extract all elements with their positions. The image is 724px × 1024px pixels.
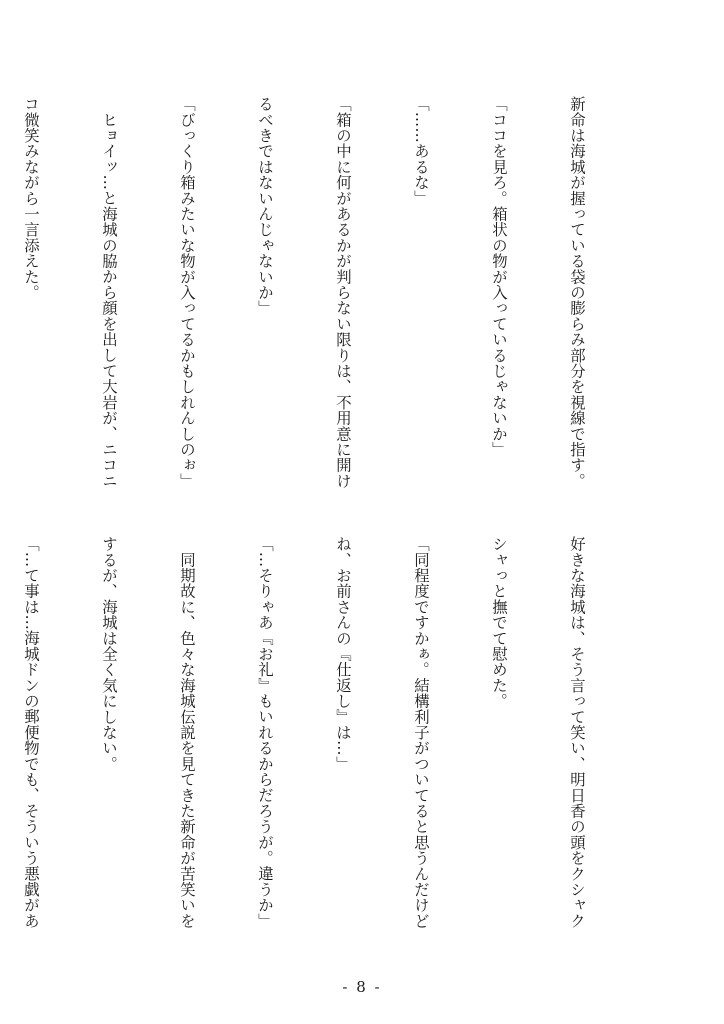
- text-line: 同期故に、色々な海城伝説を見てきた新命が苦笑いを: [178, 536, 196, 929]
- text-line: 好きな海城は、そう言って笑い、明日香の頭をクシャク: [568, 536, 586, 929]
- text-line: ヒョイッ…と海城の脇から顔を出して大岩が、ニコニ: [100, 96, 118, 489]
- text-line: 「ココを見ろ。箱状の物が入っているじゃないか」: [490, 96, 508, 458]
- text-line: コ微笑みながら一言添えた。: [22, 96, 40, 301]
- page-number: - 8 -: [342, 978, 382, 996]
- text-line: るべきではないんじゃないか」: [256, 96, 274, 316]
- lower-text-block: [22, 536, 642, 956]
- text-line: 「箱の中に何があるかが判らない限りは、不用意に開け: [334, 96, 352, 489]
- text-line: 新命は海城が握っている袋の膨らみ部分を視線で指す。: [568, 96, 586, 489]
- text-line: 「びっくり箱みたいな物が入ってるかもしれんしのぉ」: [178, 96, 196, 489]
- text-line: ね、お前さんの『仕返し』は…」: [334, 536, 352, 772]
- text-line: シャっと撫でて慰めた。: [490, 536, 508, 709]
- text-line: 「……あるな」: [412, 96, 430, 206]
- text-line: 「…て事は…海城ドンの郵便物でも、そういう悪戯があ: [22, 536, 40, 929]
- text-line: するが、海城は全く気にしない。: [100, 536, 118, 772]
- upper-text-block: [22, 96, 642, 516]
- text-line: 「…そりゃあ『お礼』もいれるからだろうが。違うか」: [256, 536, 274, 929]
- text-line: 「同程度ですかぁ。結構利子がついてると思うんだけど: [412, 536, 430, 929]
